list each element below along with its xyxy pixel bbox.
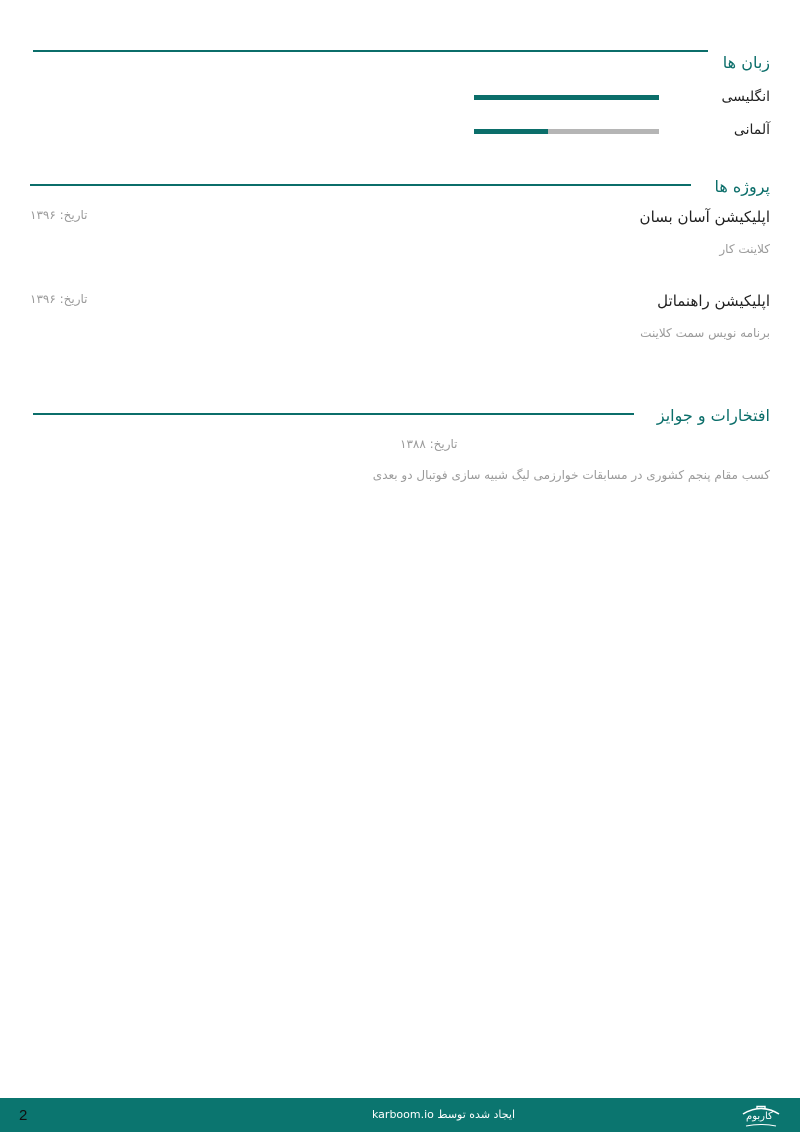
awards-section-divider (33, 413, 634, 415)
language-name-german: آلمانی (733, 122, 770, 138)
karboom-logo-text: کاربوم (746, 1111, 773, 1122)
projects-section-divider (30, 184, 691, 186)
project-role: کلاینت کار (719, 242, 770, 256)
language-level-bar-german (474, 129, 659, 134)
language-level-bar-english (474, 95, 659, 100)
language-name-english: انگلیسی (721, 89, 770, 105)
project-date: تاریخ: ۱۳۹۶ (30, 292, 88, 306)
languages-section-title: زبان ها (722, 53, 770, 72)
page-number: 2 (19, 1107, 28, 1124)
project-date: تاریخ: ۱۳۹۶ (30, 208, 88, 222)
languages-section-divider (33, 50, 708, 52)
award-date: تاریخ: ۱۳۸۸ (400, 437, 458, 451)
created-by-text: ایجاد شده توسط karboom.io (372, 1108, 516, 1121)
projects-section-title: پروژه ها (714, 177, 770, 196)
award-description: کسب مقام پنجم کشوری در مسابقات خوارزمی لیگ شبیه سازی فوتبال دو بعدی (372, 468, 770, 482)
project-title: اپلیکیشن آسان بسان (639, 208, 770, 226)
footer-bar (0, 1098, 800, 1132)
language-level-fill-english (474, 95, 659, 100)
project-title: اپلیکیشن راهنماتل (657, 292, 770, 310)
language-level-fill-german (474, 129, 548, 134)
awards-section-title: افتخارات و جوایز (656, 406, 770, 425)
project-role: برنامه نویس سمت کلاینت (640, 326, 770, 340)
